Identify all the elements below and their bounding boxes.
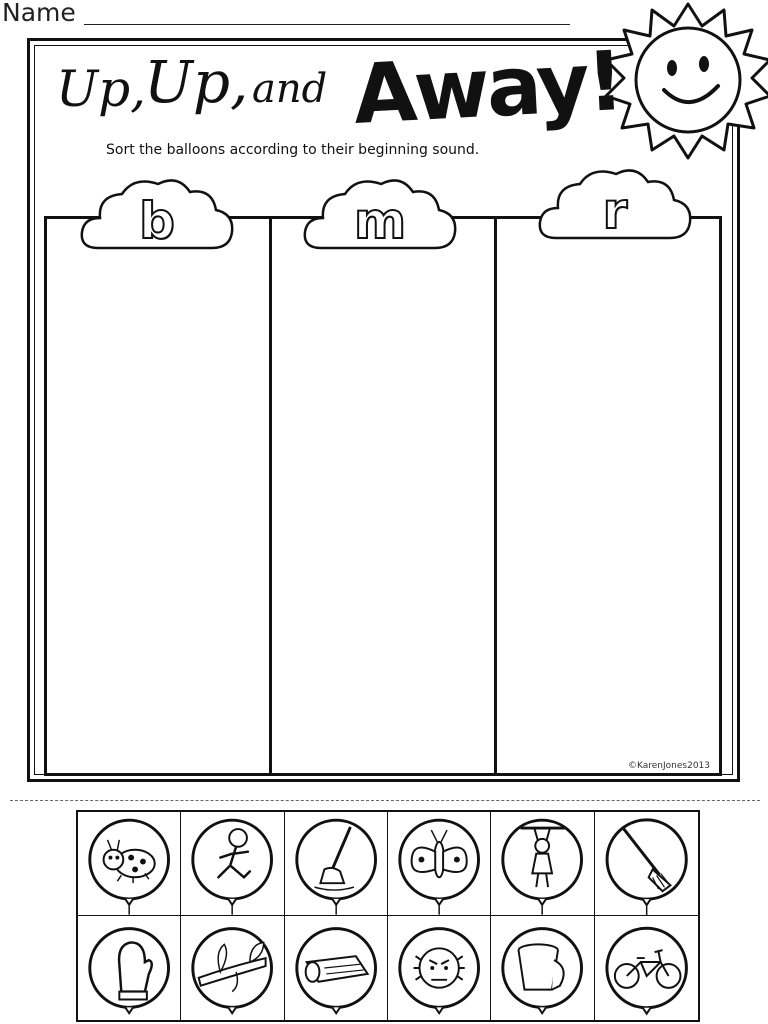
cut-line <box>10 800 760 801</box>
mitten-icon <box>78 916 180 1020</box>
balloon-card[interactable] <box>78 916 181 1020</box>
column-b[interactable] <box>47 219 272 773</box>
balloon-card[interactable] <box>491 812 594 916</box>
instructions: Sort the balloons according to their beginning sound. <box>106 142 480 158</box>
name-label: Name <box>2 0 76 27</box>
ladybug-icon <box>78 812 180 915</box>
column-m[interactable] <box>272 219 497 773</box>
cloud-letter: m <box>353 192 407 250</box>
balloon-card[interactable] <box>388 916 491 1020</box>
title-word-away: Away! <box>351 34 624 144</box>
cloud-letter: b <box>139 192 175 250</box>
balloon-cutouts <box>76 810 700 1022</box>
rug-icon <box>285 916 387 1020</box>
cloud-header-b <box>78 174 236 252</box>
cloud-letter: r <box>602 182 628 240</box>
name-write-line[interactable] <box>84 24 570 25</box>
mop-icon <box>285 812 387 915</box>
title-word-and: and <box>252 66 328 112</box>
bike-icon <box>595 916 698 1020</box>
name-row <box>0 0 600 28</box>
copyright-notice: ©KarenJones2013 <box>628 761 710 771</box>
column-r[interactable] <box>497 219 719 773</box>
title-word-up-2: Up, <box>144 48 249 116</box>
branch-icon <box>181 916 283 1020</box>
balloon-card[interactable] <box>595 916 698 1020</box>
title-word-up-1: Up, <box>56 60 147 118</box>
sun-icon <box>598 0 768 170</box>
sorting-columns <box>44 216 722 776</box>
balloon-card[interactable] <box>285 812 388 916</box>
worksheet-title <box>56 34 624 144</box>
cloud-header-m <box>301 174 459 252</box>
balloon-card[interactable] <box>388 812 491 916</box>
balloon-card[interactable] <box>181 916 284 1020</box>
running-boy-icon <box>181 812 283 915</box>
balloon-card[interactable] <box>78 812 181 916</box>
balloon-card[interactable] <box>181 812 284 916</box>
moth-icon <box>388 812 490 915</box>
mad-face-icon <box>388 916 490 1020</box>
balloon-card[interactable] <box>285 916 388 1020</box>
girl-on-bar-icon <box>491 812 593 915</box>
balloon-card[interactable] <box>491 916 594 1020</box>
cloud-header-r <box>536 164 694 242</box>
balloon-card[interactable] <box>595 812 698 916</box>
rake-icon <box>595 812 698 915</box>
bucket-icon <box>491 916 593 1020</box>
